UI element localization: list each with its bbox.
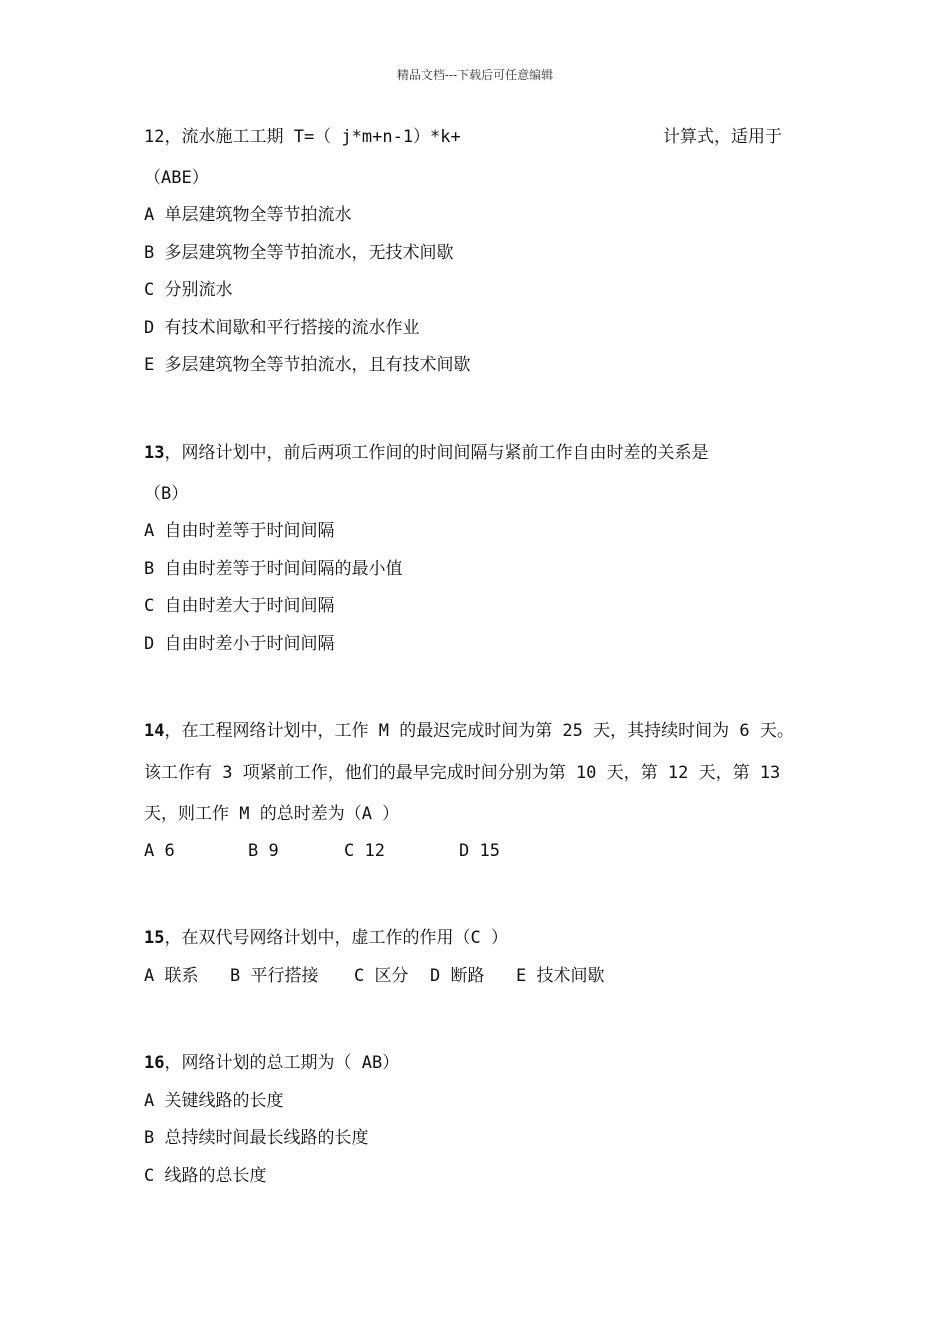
q13-stem <box>144 442 708 464</box>
q12-option-d: D 有技术间歇和平行搭接的流水作业 <box>144 318 420 338</box>
q15-option-d: D 断路 <box>430 966 485 986</box>
q15-option-b: B 平行搭接 <box>230 966 319 986</box>
q13-option-b: B 自由时差等于时间间隔的最小值 <box>144 559 403 579</box>
q13-answer: （B） <box>144 484 189 504</box>
q14-option-c: C 12 <box>344 841 385 861</box>
q16-text: ，网络计划的总工期为（ AB） <box>164 1053 400 1073</box>
q16-option-b: B 总持续时间最长线路的长度 <box>144 1128 369 1148</box>
q12-option-e: E 多层建筑物全等节拍流水，且有技术间歇 <box>144 355 471 375</box>
q13-text: ，网络计划中，前后两项工作间的时间间隔与紧前工作自由时差的关系是 <box>164 443 709 463</box>
q12-answer: （ABE） <box>144 168 209 188</box>
q14-stem-line2: 该工作有 3 项紧前工作，他们的最早完成时间分别为第 10 天，第 12 天，第 13 <box>144 763 781 783</box>
q15-option-c: C 区分 <box>354 966 409 986</box>
q14-text-line1: ，在工程网络计划中，工作 M 的最迟完成时间为第 25 天，其持续时间为 6 天。 <box>164 721 794 741</box>
q16-stem <box>144 1052 399 1074</box>
q14-stem-line3: 天，则工作 M 的总时差为（A ） <box>144 804 400 824</box>
q12-option-a: A 单层建筑物全等节拍流水 <box>144 205 352 225</box>
q12-stem-tail: 计算式，适用于 <box>663 127 782 147</box>
page-header: 精品文档---下载后可任意编辑 <box>396 68 554 82</box>
q14-option-b: B 9 <box>248 841 279 861</box>
q15-option-e: E 技术间歇 <box>516 966 605 986</box>
q15-number: 15 <box>144 928 165 948</box>
q16-option-a: A 关键线路的长度 <box>144 1091 284 1111</box>
q15-stem <box>144 927 508 949</box>
q15-option-a: A 联系 <box>144 966 199 986</box>
q13-option-d: D 自由时差小于时间间隔 <box>144 634 335 654</box>
q14-option-d: D 15 <box>459 841 500 861</box>
q13-option-a: A 自由时差等于时间间隔 <box>144 521 335 541</box>
q13-number: 13 <box>144 443 165 463</box>
q14-option-a: A 6 <box>144 841 175 861</box>
q15-text: ，在双代号网络计划中，虚工作的作用（C ） <box>164 928 508 948</box>
q16-number: 16 <box>144 1053 165 1073</box>
q13-option-c: C 自由时差大于时间间隔 <box>144 596 335 616</box>
q12-option-c: C 分别流水 <box>144 280 233 300</box>
q14-stem-line1 <box>144 720 794 742</box>
q12-option-b: B 多层建筑物全等节拍流水，无技术间歇 <box>144 243 454 263</box>
q16-option-c: C 线路的总长度 <box>144 1166 267 1186</box>
q12-stem: 12，流水施工工期 T=（ j*m+n-1）*k+ <box>144 127 461 147</box>
q14-number: 14 <box>144 721 165 741</box>
